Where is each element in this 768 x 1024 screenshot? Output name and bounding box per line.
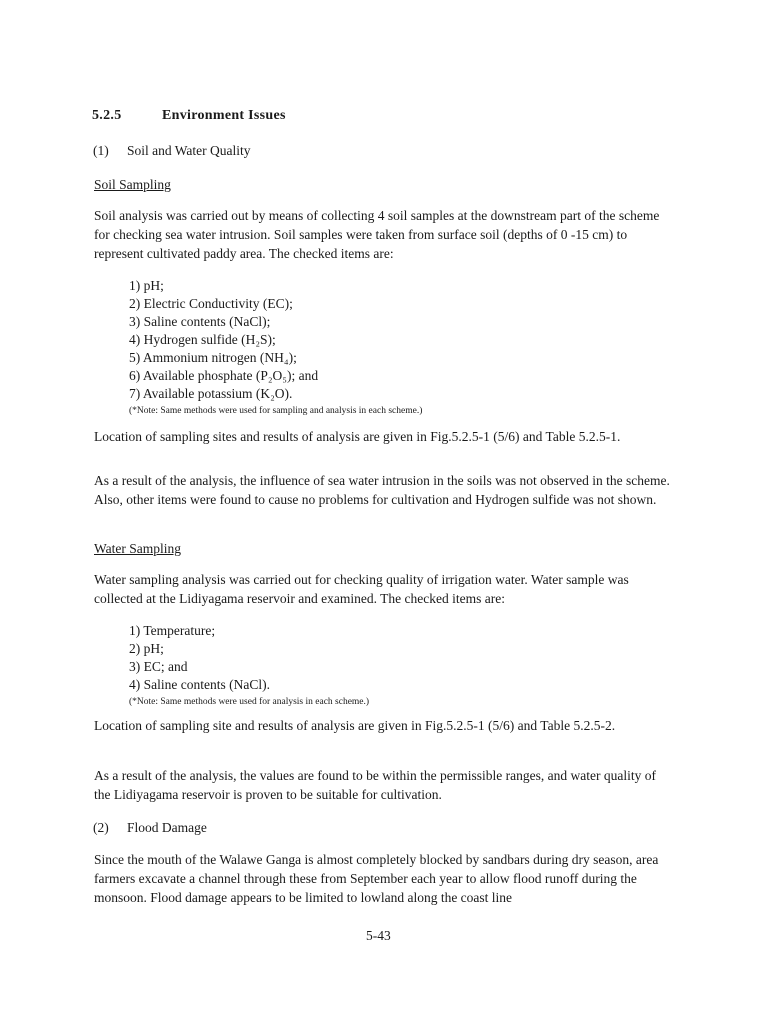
list-item: 2) pH;	[129, 641, 164, 656]
list-item: 6) Available phosphate (P₂O₅); and	[129, 368, 319, 383]
section-heading	[92, 108, 286, 124]
page-number: 5-43	[366, 928, 391, 943]
soil-sampling-heading: Soil Sampling	[94, 177, 171, 192]
subsection-heading-1	[93, 143, 251, 159]
list-item: 4) Saline contents (NaCl).	[129, 677, 270, 692]
soil-note: (*Note: Same methods were used for sampling and analysis in each scheme.)	[129, 406, 423, 416]
list-item: 1) Temperature;	[129, 623, 216, 638]
flood-paragraph: Since the mouth of the Walawe Ganga is almost completely blocked by sandbars during dry season, area farmers excavate a channel through these from September each year to allow flood runoff during the monsoon. Flood damage appears to be limited to lowland along the coast line	[94, 852, 659, 905]
water-items-list	[129, 622, 369, 710]
list-item: 3) Saline contents (NaCl);	[129, 314, 271, 329]
soil-result-paragraph: As a result of the analysis, the influence of sea water intrusion in the soils was not observed in the scheme. Also, other items were found to cause no problems for cultivation and Hydrogen sulfide was not shown.	[94, 473, 670, 507]
list-item: 3) EC; and	[129, 659, 188, 674]
list-item: 2) Electric Conductivity (EC);	[129, 296, 293, 311]
water-result-paragraph: As a result of the analysis, the values are found to be within the permissible ranges, and water quality of the Lidiyagama reservoir is proven to be suitable for cultivation.	[94, 768, 656, 802]
list-item: 4) Hydrogen sulfide (H₂S);	[129, 332, 276, 347]
subsection-title: Soil and Water Quality	[127, 143, 251, 158]
soil-items-list	[129, 277, 422, 419]
subsection-number: (1)	[93, 143, 109, 158]
subsection-heading-2	[93, 820, 207, 836]
list-item: 1) pH;	[129, 278, 164, 293]
water-note: (*Note: Same methods were used for analysis in each scheme.)	[129, 697, 370, 707]
soil-location-paragraph: Location of sampling sites and results of analysis are given in Fig.5.2.5-1 (5/6) and Table 5.2.5-1.	[94, 429, 621, 444]
list-item: 5) Ammonium nitrogen (NH₄);	[129, 350, 297, 365]
subsection-number: (2)	[93, 820, 109, 835]
list-item: 7) Available potassium (K₂O).	[129, 386, 293, 401]
water-intro-paragraph: Water sampling analysis was carried out for checking quality of irrigation water. Water sample was collected at the Lidiyagama reservoir and examined. The checked items are:	[94, 572, 629, 606]
water-location-paragraph: Location of sampling site and results of analysis are given in Fig.5.2.5-1 (5/6) and Table 5.2.5-2.	[94, 718, 616, 733]
section-number: 5.2.5	[92, 108, 122, 123]
subsection-title: Flood Damage	[127, 820, 207, 835]
section-title: Environment Issues	[162, 108, 286, 123]
soil-intro-paragraph: Soil analysis was carried out by means of collecting 4 soil samples at the downstream part of the scheme for checking sea water intrusion. Soil samples were taken from surface soil (depths of 0 -15 cm) to represent cultivated paddy area. The checked items are:	[94, 208, 660, 261]
water-sampling-heading: Water Sampling	[94, 541, 182, 556]
